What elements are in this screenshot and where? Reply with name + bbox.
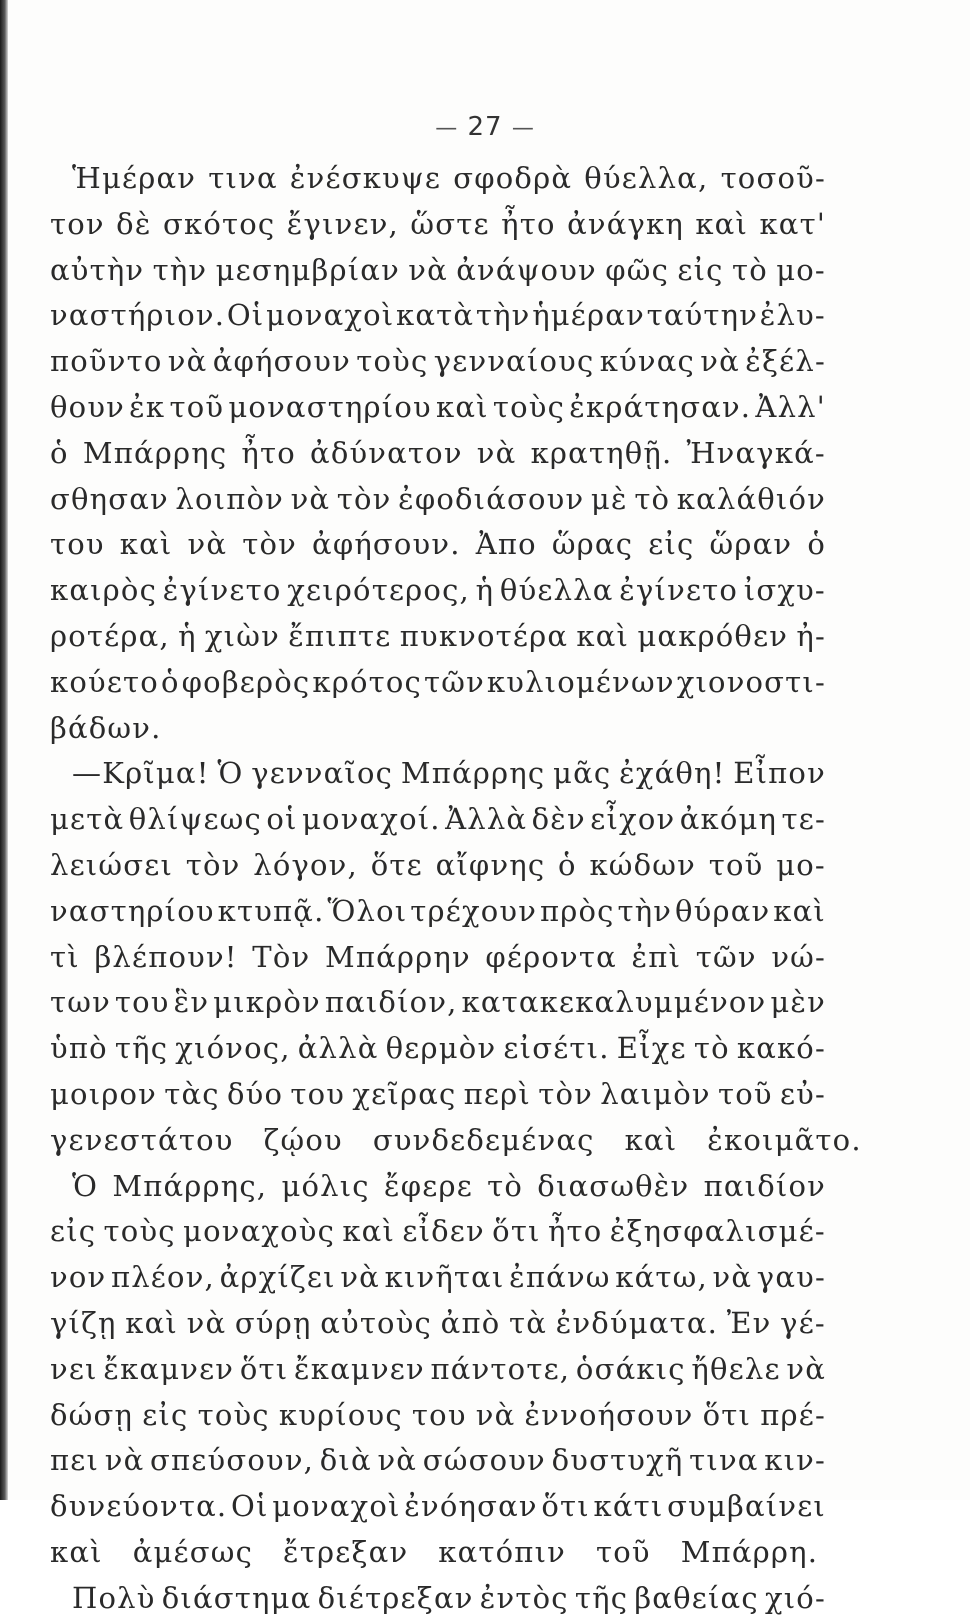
- text-line: δώσῃ εἰς τοὺς κυρίους του νὰ ἐννοήσουν ὅτι πρέ-: [50, 1397, 826, 1432]
- text-line: νον πλέον, ἀρχίζει νὰ κινῆται ἐπάνω κάτω, νὰ γαυ-: [50, 1260, 826, 1295]
- page-binding-edge: [0, 0, 8, 1500]
- text-line: καιρὸς ἐγίνετο χειρότερος, ἡ θύελλα ἐγίνετο ἰσχυ-: [50, 573, 826, 608]
- text-line: νει ἔκαμνεν ὅτι ἔκαμνεν πάντοτε, ὁσάκις ἤθελε νὰ: [50, 1351, 826, 1386]
- page-number: [0, 112, 970, 142]
- text-line: πει νὰ σπεύσουν, διὰ νὰ σώσουν δυστυχῆ τινα κιν-: [50, 1443, 826, 1478]
- text-line: καὶ ἀμέσως ἔτρεξαν κατόπιν τοῦ Μπάρρη.: [50, 1534, 819, 1569]
- text-line: ναστήριον. Οἱ μοναχοὶ κατὰ τὴν ἡμέραν ταύτην ἐλυ-: [50, 298, 826, 333]
- text-line: μετὰ θλίψεως οἱ μοναχοί. Ἀλλὰ δὲν εἶχον ἀκόμη τε-: [50, 802, 826, 837]
- text-line: γενεστάτου ζῴου συνδεδεμένας καὶ ἐκοιμᾶτο.: [50, 1122, 862, 1157]
- text-line: γίζῃ καὶ νὰ σύρῃ αὐτοὺς ἀπὸ τὰ ἐνδύματα. Ἐν γέ-: [50, 1305, 826, 1340]
- text-line: κούετο ὁ φοβερὸς κρότος τῶν κυλιομένων χιονοστι-: [50, 664, 826, 699]
- text-line: Πολὺ διάστημα διέτρεξαν ἐντὸς τῆς βαθείας χιό-: [72, 1580, 826, 1615]
- text-line: Ἡμέραν τινα ἐνέσκυψε σφοδρὰ θύελλα, τοσοῦ-: [72, 161, 826, 195]
- text-line: σθησαν λοιπὸν νὰ τὸν ἐφοδιάσουν μὲ τὸ καλάθιόν: [50, 481, 826, 516]
- text-line: εἰς τοὺς μοναχοὺς καὶ εἶδεν ὅτι ἦτο ἐξησφαλισμέ-: [50, 1214, 826, 1249]
- text-line: ροτέρα, ἡ χιὼν ἔπιπτε πυκνοτέρα καὶ μακρόθεν ἠ-: [50, 618, 826, 653]
- page-number-dash-left: —: [435, 116, 459, 141]
- text-line: ὑπὸ τῆς χιόνος, ἀλλὰ θερμὸν εἰσέτι. Εἶχε τὸ κακό-: [50, 1031, 826, 1066]
- text-line: του καὶ νὰ τὸν ἀφήσουν. Ἀπο ὥρας εἰς ὥραν ὁ: [50, 527, 826, 562]
- body-text: [50, 156, 862, 1622]
- text-line: αὐτὴν τὴν μεσημβρίαν νὰ ἀνάψουν φῶς εἰς τὸ μο-: [50, 252, 826, 287]
- text-line: Ὁ Μπάρρης, μόλις ἔφερε τὸ διασωθὲν παιδίον: [72, 1168, 826, 1203]
- page-number-value: 27: [467, 112, 503, 142]
- text-line: μοιρον τὰς δύο του χεῖρας περὶ τὸν λαιμὸν τοῦ εὐ-: [50, 1076, 826, 1111]
- text-line: ποῦντο νὰ ἀφήσουν τοὺς γενναίους κύνας νὰ ἐξέλ-: [50, 344, 826, 379]
- page-number-dash-right: —: [511, 116, 535, 141]
- text-line: —Κρῖμα! Ὁ γενναῖος Μπάρρης μᾶς ἐχάθη! Εἶπον: [72, 756, 826, 791]
- text-line: ναστηρίου κτυπᾷ. Ὅλοι τρέχουν πρὸς τὴν θύραν καὶ: [50, 893, 826, 928]
- text-line: λειώσει τὸν λόγον, ὅτε αἴφνης ὁ κώδων τοῦ μο-: [50, 847, 826, 882]
- text-line: θουν ἐκ τοῦ μοναστηρίου καὶ τοὺς ἐκράτησαν. Ἀλλ': [50, 389, 826, 424]
- text-line: δυνεύοντα. Οἱ μοναχοὶ ἐνόησαν ὅτι κάτι συμβαίνει: [50, 1489, 826, 1524]
- text-line: των του ἓν μικρὸν παιδίον, κατακεκαλυμμένον μὲν: [50, 985, 826, 1020]
- text-line: βάδων.: [50, 710, 162, 745]
- text-line: τον δὲ σκότος ἔγινεν, ὥστε ἦτο ἀνάγκη καὶ κατ': [50, 206, 826, 241]
- text-line: ὁ Μπάρρης ἦτο ἀδύνατον νὰ κρατηθῇ. Ἠναγκά-: [50, 435, 826, 470]
- text-line: τὶ βλέπουν! Τὸν Μπάρρην φέροντα ἐπὶ τῶν νώ-: [50, 939, 826, 974]
